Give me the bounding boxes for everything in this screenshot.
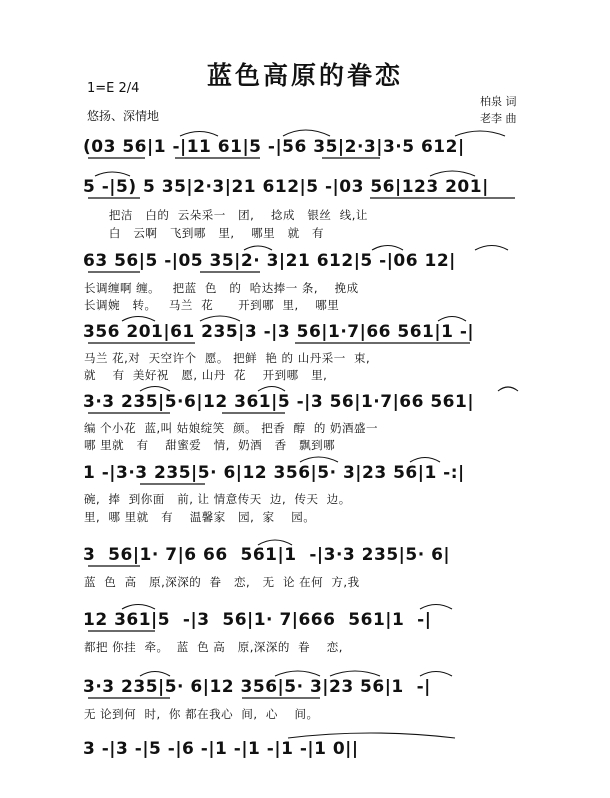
lyric-verse-2: 里, 哪 里就 有 温馨家 园, 家 园。 [84, 510, 316, 524]
tempo-marking: 悠扬、深情地 [87, 109, 160, 123]
lyric-verse-1: 把洁 白的 云朵采一 团, 捻成 银丝 线,让 [84, 208, 368, 222]
notes: (03 56|1 -|11 61|5 -|56 35|2·3|3·5 612| [83, 137, 465, 157]
notation-line-10 [83, 739, 521, 763]
notes: 3 56|1· 7|6 66 561|1 -|3·3 235|5· 6| [83, 545, 451, 565]
notes: 3 -|3 -|5 -|6 -|1 -|1 -|1 -|1 0|| [83, 739, 359, 759]
lyric-verse-1: 马兰 花,对 天空许个 愿。 把鲜 艳 的 山丹采一 束, [84, 351, 371, 365]
notation-line-6 [83, 463, 521, 487]
notation-line-3 [83, 251, 521, 275]
notation-line-2 [83, 177, 521, 201]
lyric-verse-2: 长调婉 转。 马兰 花 开到哪 里, 哪里 [84, 298, 340, 312]
notes: 12 361|5 -|3 56|1· 7|666 561|1 -| [83, 610, 432, 630]
notation-line-7 [83, 545, 521, 569]
notes: 5 -|5) 5 35|2·3|21 612|5 -|03 56|123 201| [83, 177, 489, 197]
lyric-verse-2: 就 有 美好祝 愿, 山丹 花 开到哪 里, [84, 368, 328, 382]
notes: 3·3 235|5·6|12 361|5 -|3 56|1·7|66 561| [83, 392, 475, 412]
notation-line-1 [83, 137, 521, 161]
lyric-chorus: 都把 你挂 牵。 蓝 色 高 原,深深的 眷 恋, [84, 640, 343, 654]
lyric-verse-2: 白 云啊 飞到哪 里, 哪里 就 有 [84, 226, 325, 240]
lyric-verse-1: 编 个小花 蓝,叫 姑娘绽笑 颜。 把香 醇 的 奶酒盛一 [84, 421, 379, 435]
composer-credit: 老李 曲 [480, 112, 517, 125]
lyric-verse-1: 碗, 捧 到你面 前, 让 情意传天 边, 传天 边。 [84, 492, 351, 506]
lyric-chorus: 无 论到何 时, 你 都在我心 间, 心 间。 [84, 707, 319, 721]
lyric-verse-2: 哪 里就 有 甜蜜爱 情, 奶酒 香 飘到哪 [84, 438, 336, 452]
notes: 3·3 235|5· 6|12 356|5· 3|23 56|1 -| [83, 677, 431, 697]
lyric-chorus: 蓝 色 高 原,深深的 眷 恋, 无 论 在何 方,我 [84, 575, 360, 589]
lyricist-credit: 柏泉 词 [480, 95, 517, 108]
lyric-verse-1: 长调缠啊 缠。 把蓝 色 的 哈达捧一 条, 挽成 [84, 281, 359, 295]
notation-line-5 [83, 392, 521, 416]
notation-line-9 [83, 677, 521, 701]
notation-line-4 [83, 322, 521, 346]
notes: 356 201|61 235|3 -|3 56|1·7|66 561|1 -| [83, 322, 475, 342]
song-title: 蓝色高原的眷恋 [206, 61, 403, 90]
key-signature: 1=E 2/4 [87, 81, 140, 96]
notes: 1 -|3·3 235|5· 6|12 356|5· 3|23 56|1 -:| [83, 463, 465, 483]
notation-line-8 [83, 610, 521, 634]
notes: 63 56|5 -|05 35|2· 3|21 612|5 -|06 12| [83, 251, 456, 271]
